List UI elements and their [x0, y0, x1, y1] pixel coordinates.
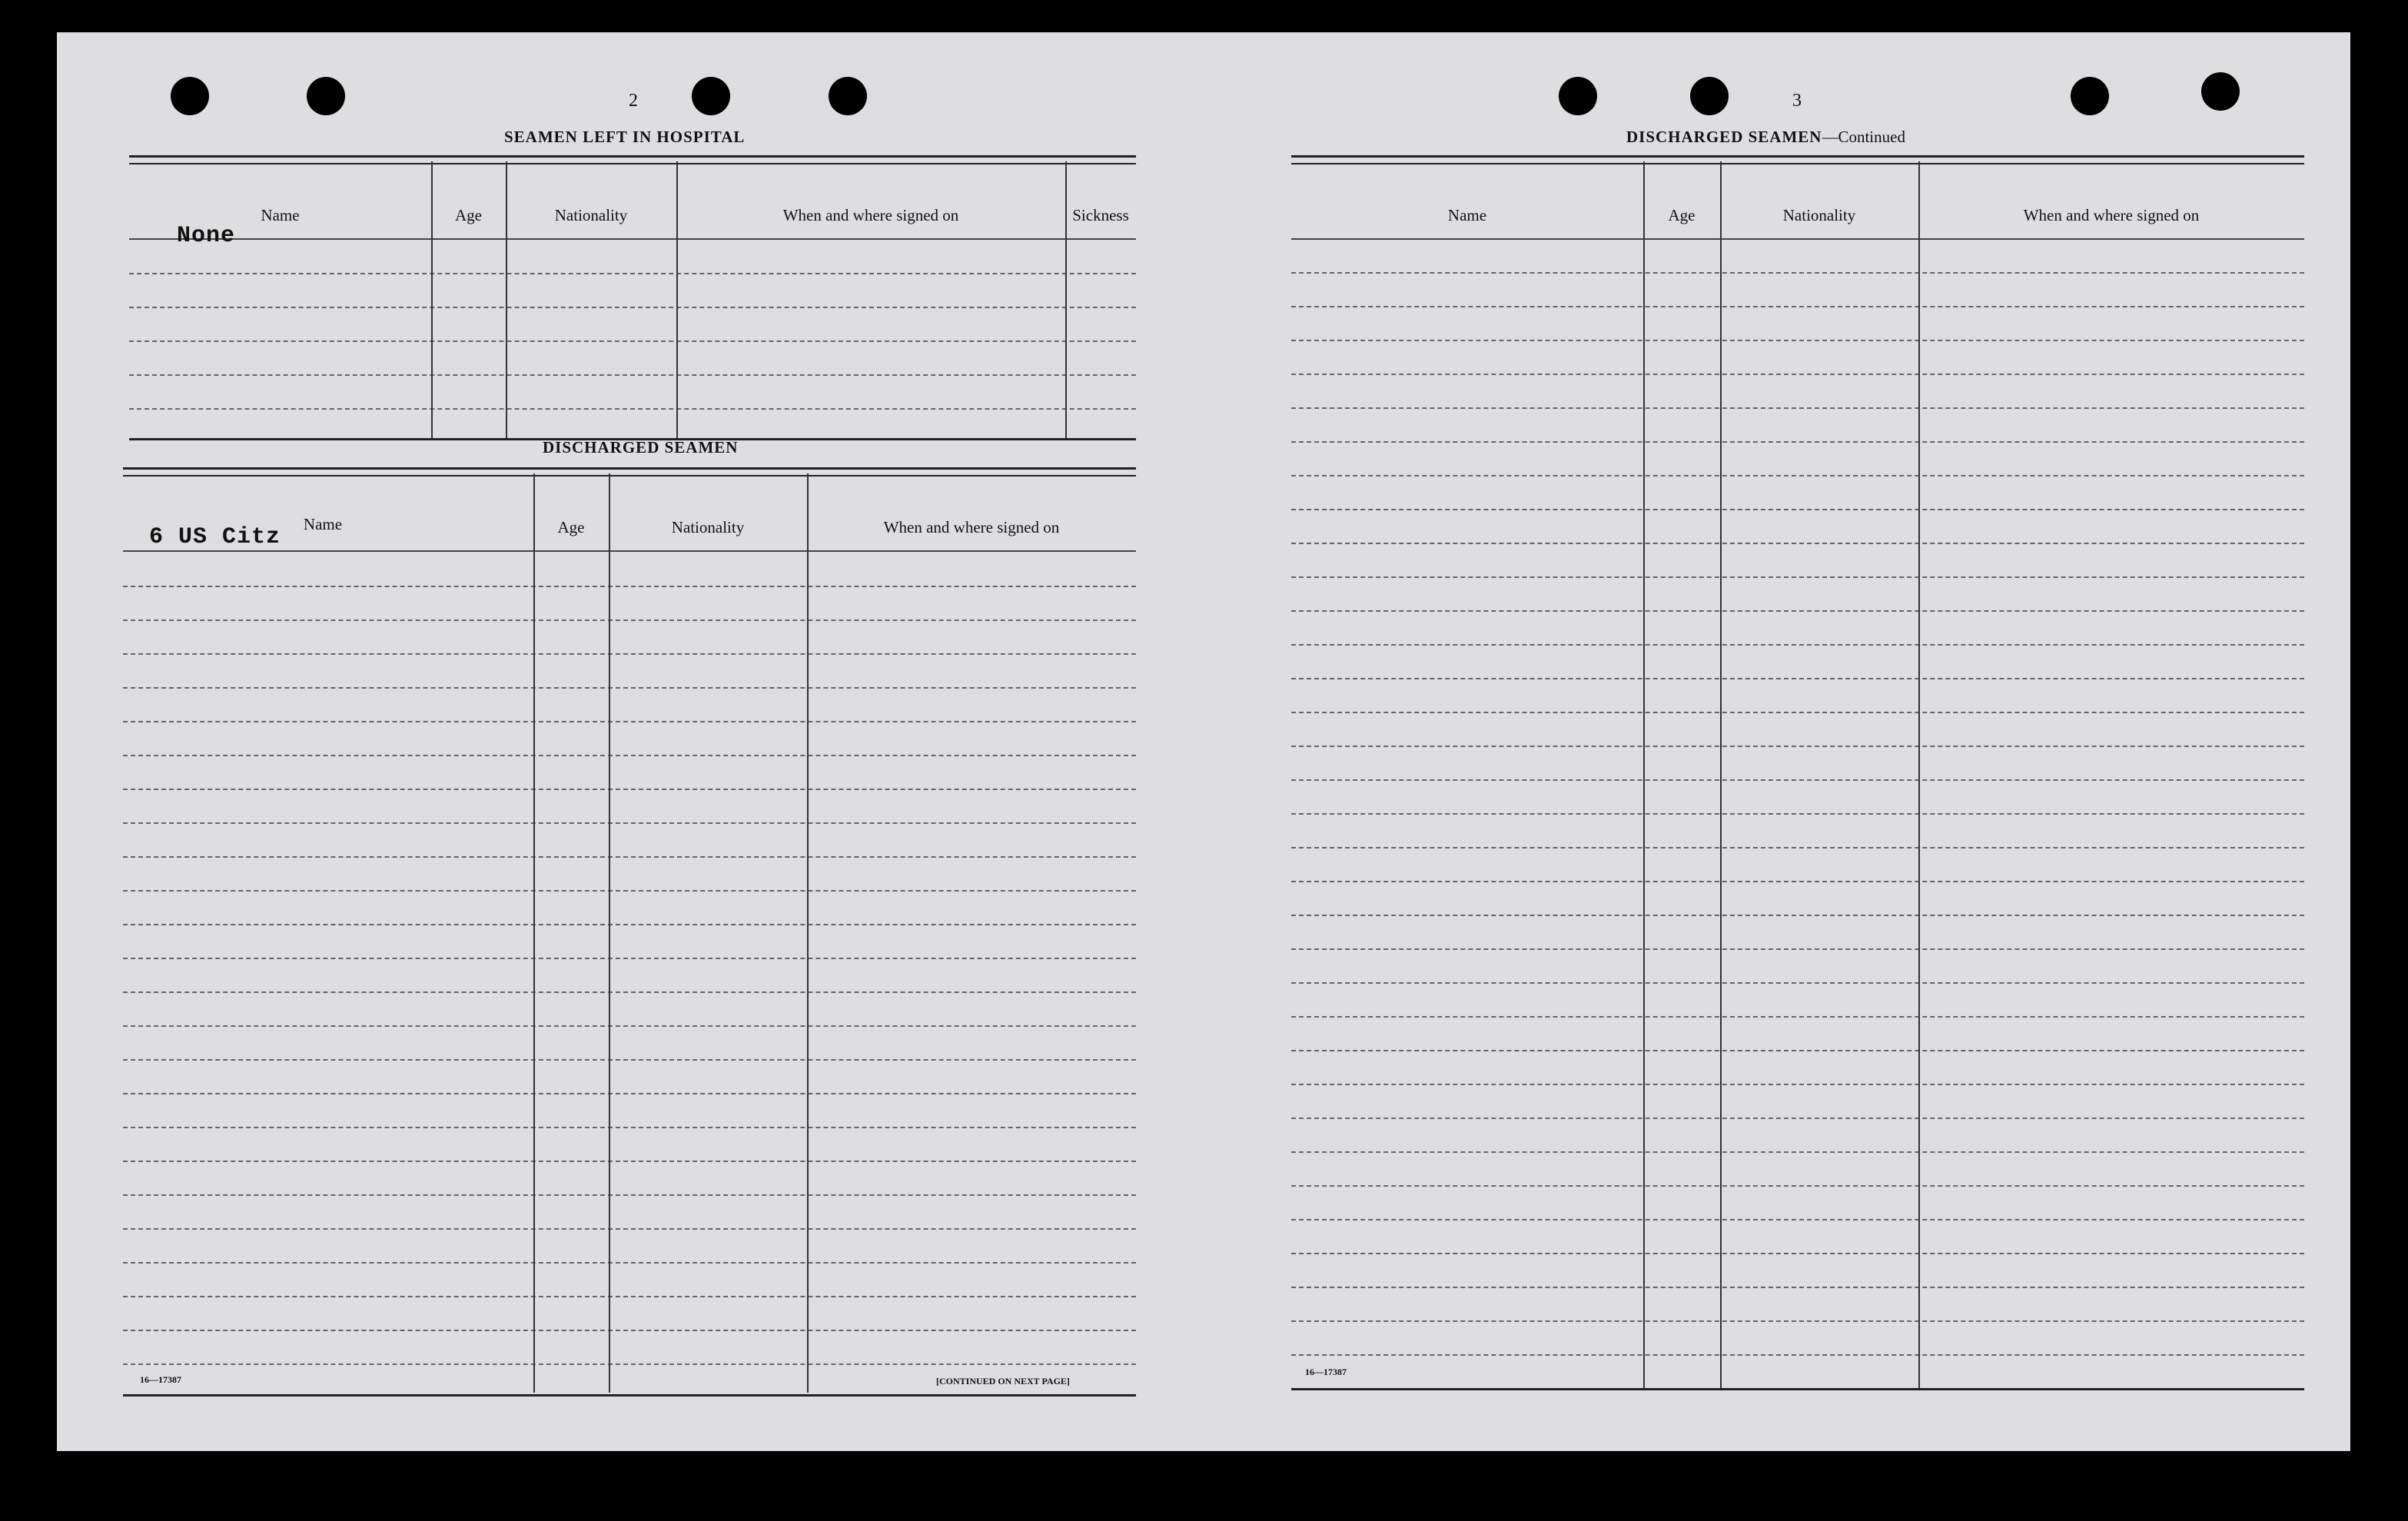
discharged-title: DISCHARGED SEAMEN: [543, 438, 739, 457]
form-number-left: 16—17387: [140, 1374, 181, 1385]
punch-hole: [692, 77, 730, 115]
discharged-col-age: Age: [557, 518, 585, 536]
continued-col-nationality: Nationality: [1782, 206, 1856, 224]
discharged-continued-title-main: DISCHARGED SEAMEN: [1626, 128, 1822, 146]
hospital-table: [129, 155, 1136, 446]
continued-col-name: Name: [1447, 206, 1487, 224]
discharged-table-left: [123, 467, 1136, 1400]
hospital-col-name: Name: [261, 206, 300, 224]
discharged-entry: 6 US Citz: [149, 524, 281, 550]
hospital-col-nationality: Nationality: [554, 206, 628, 224]
punch-hole: [2201, 72, 2240, 111]
hospital-col-age: Age: [455, 206, 482, 224]
hospital-title: SEAMEN LEFT IN HOSPITAL: [504, 128, 746, 146]
page-number-left: 2: [629, 91, 638, 111]
punch-hole: [307, 77, 345, 115]
discharged-col-name: Name: [303, 515, 343, 533]
punch-hole: [1559, 77, 1597, 115]
discharged-col-signed-on: When and where signed on: [883, 518, 1060, 536]
continued-note: [CONTINUED ON NEXT PAGE]: [936, 1376, 1070, 1387]
discharged-table-right: [1291, 155, 2304, 1396]
hospital-col-sickness: Sickness: [1072, 206, 1129, 224]
punch-hole: [1690, 77, 1729, 115]
discharged-continued-title: [1626, 128, 1905, 147]
page-number-right: 3: [1792, 91, 1802, 111]
ledger-paper: [57, 32, 2350, 1451]
hospital-col-signed-on: When and where signed on: [782, 206, 959, 224]
discharged-continued-title-suffix: —Continued: [1822, 128, 1905, 146]
form-number-right: 16—17387: [1305, 1367, 1347, 1377]
continued-col-age: Age: [1668, 206, 1696, 224]
punch-hole: [829, 77, 867, 115]
hospital-entry: None: [177, 223, 236, 249]
continued-col-signed-on: When and where signed on: [2023, 206, 2200, 224]
discharged-col-nationality: Nationality: [671, 518, 745, 536]
punch-hole: [171, 77, 209, 115]
punch-hole: [2071, 77, 2109, 115]
